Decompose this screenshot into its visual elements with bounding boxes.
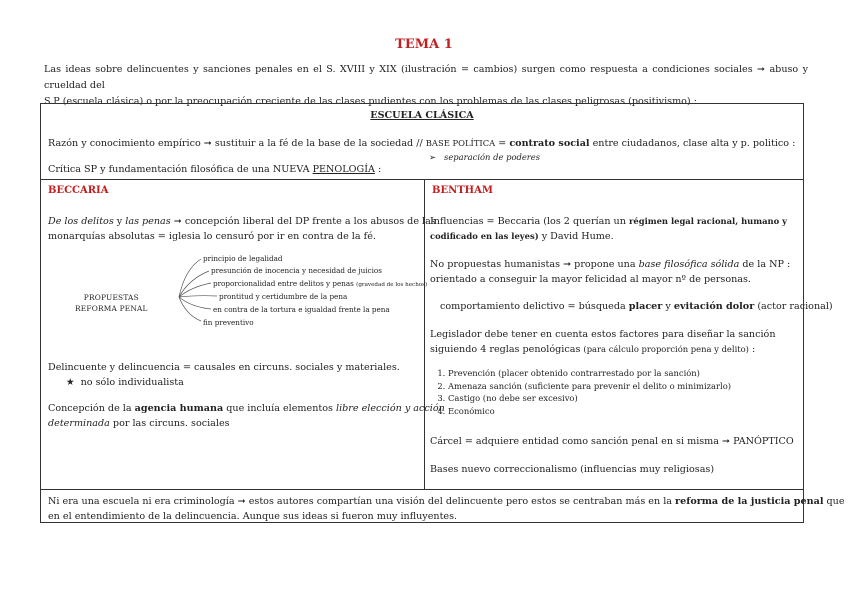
reforma-justicia-text: reforma de la justicia penal (675, 496, 824, 507)
placer-text: placer (628, 301, 663, 312)
bentham-p4-line-1: Legislador debe tener en cuenta estos factores para diseñar la sanción (430, 329, 776, 340)
bentham-p1-line-1 (430, 214, 802, 229)
bentham-paragraph-3 (440, 299, 833, 314)
summary-table (40, 103, 845, 523)
escuela-line-1 (48, 136, 798, 151)
agencia-humana-text: agencia humana (134, 403, 224, 414)
reforma-penal-diagram (61, 254, 428, 345)
book-title-part-1: De los delitos (48, 216, 114, 227)
libre-eleccion-text: libre elección y acción (336, 403, 445, 414)
bentham-text: y David Hume. (538, 231, 614, 242)
intro-line-2: S.P (escuela clásica) o por la preocupación creciente de las clases pudientes con los problemas de las clases peligrosas (positivismo) : (44, 96, 697, 107)
bentham-paragraph-2 (430, 257, 802, 287)
beccaria-heading: BECCARIA (48, 185, 109, 196)
bentham-paragraph-5: Cárcel = adquiere entidad como sanción penal en si misma ➞ PANÓPTICO (430, 436, 794, 447)
diagram-center-label (75, 292, 148, 314)
list-item: 3. Castigo (no debe ser excesivo) (448, 392, 802, 405)
escuela-text: Crítica SP y fundamentación filosófica de una NUEVA (48, 164, 313, 175)
beccaria-p1-line-1 (48, 214, 436, 229)
conclusion-line-2: en el entendimiento de la delincuencia. Aunque sus ideas si fueron muy influyentes. (48, 511, 458, 522)
beccaria-text: y (113, 216, 126, 227)
determinada-text: determinada (48, 418, 110, 429)
escuela-clasica-title: ESCUELA CLÁSICA (370, 110, 474, 121)
conclusion-text: que (823, 496, 845, 507)
bentham-text: de la NP : (739, 259, 791, 270)
bentham-column (425, 179, 833, 489)
beccaria-paragraph-1 (48, 214, 436, 244)
star-icon: ★ (66, 377, 75, 388)
bentham-text: y (662, 301, 674, 312)
escuela-clasica-section (41, 104, 803, 180)
bentham-p4-line-2 (430, 342, 802, 357)
escuela-text: = (495, 138, 510, 149)
beccaria-bullet-text: no sólo individualista (80, 377, 184, 388)
bentham-text: No propuestas humanistas ➞ propone una (430, 259, 639, 270)
bentham-paragraph-4 (430, 327, 802, 357)
conclusion-text: Ni era una escuela ni era criminología ➞ estos autores compartían una visión del delincuente pero estos se centraban más en la (48, 496, 676, 507)
arrow-bullet-icon: ➢ (429, 152, 437, 162)
evitacion-dolor-text: evitación dolor (673, 301, 755, 312)
diagram-item: fin preventivo (203, 318, 254, 327)
bentham-heading: BENTHAM (432, 185, 493, 196)
conclusion-section (41, 489, 845, 522)
bentham-p2-line-1 (430, 257, 802, 272)
separacion-text: separación de poderes (444, 152, 541, 162)
penological-rules-list (430, 367, 802, 417)
list-item: 4. Económico (448, 405, 802, 418)
codificado-text: codificado en las leyes) (430, 231, 539, 241)
list-item: 1. Prevención (placer obtenido contrarrestado por la sanción) (448, 367, 802, 380)
diagram-center-line-2: REFORMA PENAL (75, 304, 148, 313)
beccaria-p3-line-2 (48, 416, 420, 431)
beccaria-paragraph-3 (48, 401, 445, 431)
beccaria-paragraph-2: Delincuente y delincuencia = causales en circuns. sociales y materiales. (48, 362, 400, 373)
calculo-note: (para cálculo proporción pena y delito) (583, 344, 749, 354)
diagram-item: prontitud y certidumbre de la pena (219, 292, 348, 301)
conclusion-paragraph (48, 494, 845, 524)
beccaria-p3-line-1 (48, 401, 445, 416)
bentham-p1-line-2 (430, 229, 802, 244)
conclusion-line-1 (48, 494, 845, 509)
diagram-item (213, 279, 427, 288)
beccaria-text: por las circuns. sociales (109, 418, 230, 429)
page-title: TEMA 1 (395, 37, 453, 52)
bentham-text: siguiendo 4 reglas penológicas (430, 344, 584, 355)
authors-row (41, 179, 833, 490)
beccaria-p1-line-2: monarquías absolutas = iglesia lo censuró por ir en contra de la fé. (48, 231, 376, 242)
bentham-text: : (748, 344, 756, 355)
diagram-item-text: proporcionalidad entre delitos y penas (213, 279, 354, 288)
beccaria-text: que incluía elementos (223, 403, 336, 414)
beccaria-star-bullet (66, 375, 184, 390)
bentham-text: Influencias = Beccaria (los 2 querían un (430, 216, 629, 227)
intro-line-1: Las ideas sobre delincuentes y sanciones penales en el S. XVIII y XIX (ilustración = cambios) surgen como respuesta a condiciones sociales ➞ abuso y crueldad del (44, 64, 808, 91)
escuela-text: Razón y conocimiento empírico ➞ sustituir a la fé de la base de la sociedad // (48, 138, 426, 149)
escuela-line-2 (48, 162, 381, 177)
diagram-item-note: (gravedad de los hechos) (356, 282, 428, 288)
diagram-item: principio de legalidad (203, 254, 283, 263)
contrato-social-text: contrato social (509, 138, 590, 149)
book-title-part-2: las penas (125, 216, 171, 227)
separacion-bullet (429, 150, 540, 165)
diagram-item: presunción de inocencia y necesidad de juicios (211, 266, 382, 275)
escuela-text: : (374, 164, 382, 175)
bentham-p2-line-2: orientado a conseguir la mayor felicidad al mayor nº de personas. (430, 274, 751, 285)
bentham-paragraph-6: Bases nuevo correccionalismo (influencias muy religiosas) (430, 464, 715, 475)
base-politica-label: BASE POLÍTICA (425, 138, 496, 148)
beccaria-text: Concepción de la (48, 403, 135, 414)
diagram-item: en contra de la tortura e igualdad frente la pena (213, 305, 390, 314)
penologia-text: PENOLOGÍA (312, 164, 375, 175)
beccaria-column (41, 179, 445, 489)
escuela-text: entre ciudadanos, clase alta y p. politico : (589, 138, 796, 149)
beccaria-text: ➞ concepción liberal del DP frente a los abusos de las (170, 216, 436, 227)
bentham-paragraph-1 (430, 214, 802, 244)
bentham-text: (actor racional) (754, 301, 833, 312)
diagram-center-line-1: PROPUESTAS (83, 293, 139, 302)
base-filosofica-text: base filosófica sólida (638, 259, 740, 270)
regimen-legal-text: régimen legal racional, humano y (628, 216, 787, 226)
bentham-text: comportamiento delictivo = búsqueda (440, 301, 629, 312)
list-item: 2. Amenaza sanción (suficiente para prevenir el delito o minimizarlo) (448, 380, 802, 393)
